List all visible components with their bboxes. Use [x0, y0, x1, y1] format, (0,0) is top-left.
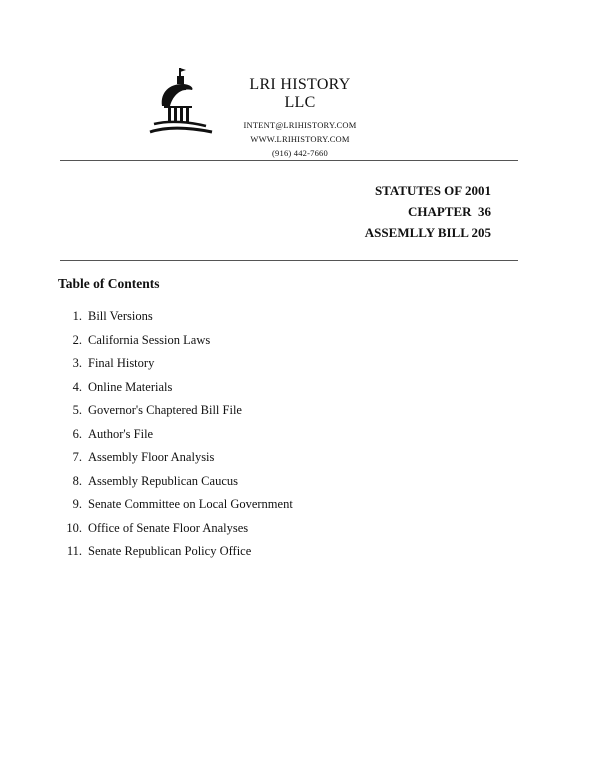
company-name: LRI HISTORY LLC	[249, 76, 351, 111]
toc-item-label: Online Materials	[88, 379, 173, 394]
toc-item	[58, 352, 293, 376]
company-header	[232, 76, 368, 160]
company-email: INTENT@LRIHISTORY.COM	[243, 120, 357, 130]
toc-item-label: Final History	[88, 356, 155, 370]
toc-item-number: 8.	[72, 473, 82, 488]
statute-line-chapter: CHAPTER 36	[407, 204, 491, 219]
toc-item	[58, 376, 293, 400]
company-website: WWW.LRIHISTORY.COM	[250, 134, 350, 144]
toc-item-label: Governor's Chaptered Bill File	[88, 403, 242, 417]
header-divider	[60, 160, 518, 161]
toc-item-label: Bill Versions	[88, 309, 153, 323]
toc-item	[58, 493, 293, 517]
toc-item	[58, 540, 293, 564]
toc-item-number: 3.	[72, 356, 82, 370]
toc-item	[58, 517, 293, 541]
toc-item-number: 7.	[72, 450, 82, 464]
toc-item-label: Senate Republican Policy Office	[88, 544, 252, 558]
toc-item-number: 2.	[72, 332, 82, 347]
toc-item-number: 5.	[72, 403, 82, 417]
toc-item	[58, 470, 293, 494]
toc-item-label: Assembly Floor Analysis	[88, 450, 215, 464]
toc-item-number: 11.	[66, 544, 82, 558]
toc-item-label: Senate Committee on Local Government	[88, 497, 293, 511]
capitol-dome-icon	[140, 62, 216, 140]
statute-line-bill: ASSEMLLY BILL 205	[364, 225, 491, 240]
toc-item-label: Author's File	[88, 426, 154, 441]
toc-list	[58, 305, 293, 564]
company-phone: (916) 442-7660	[272, 148, 328, 158]
toc-item-label: California Session Laws	[88, 332, 211, 347]
toc-item	[58, 329, 293, 353]
toc-item-number: 10.	[66, 520, 82, 535]
toc-item-number: 6.	[72, 426, 82, 441]
toc-title: Table of Contents	[58, 276, 160, 291]
statute-divider	[60, 260, 518, 261]
statute-line-year: STATUTES OF 2001	[374, 183, 491, 198]
toc-item-number: 1.	[72, 309, 82, 323]
toc-item-label: Assembly Republican Caucus	[88, 473, 238, 488]
toc-item	[58, 446, 293, 470]
toc-item	[58, 399, 293, 423]
toc-item-number: 4.	[72, 379, 82, 394]
toc-item	[58, 305, 293, 329]
statute-block	[365, 180, 491, 243]
toc-item	[58, 423, 293, 447]
toc-item-number: 9.	[72, 497, 82, 511]
toc-item-label: Office of Senate Floor Analyses	[88, 520, 249, 535]
